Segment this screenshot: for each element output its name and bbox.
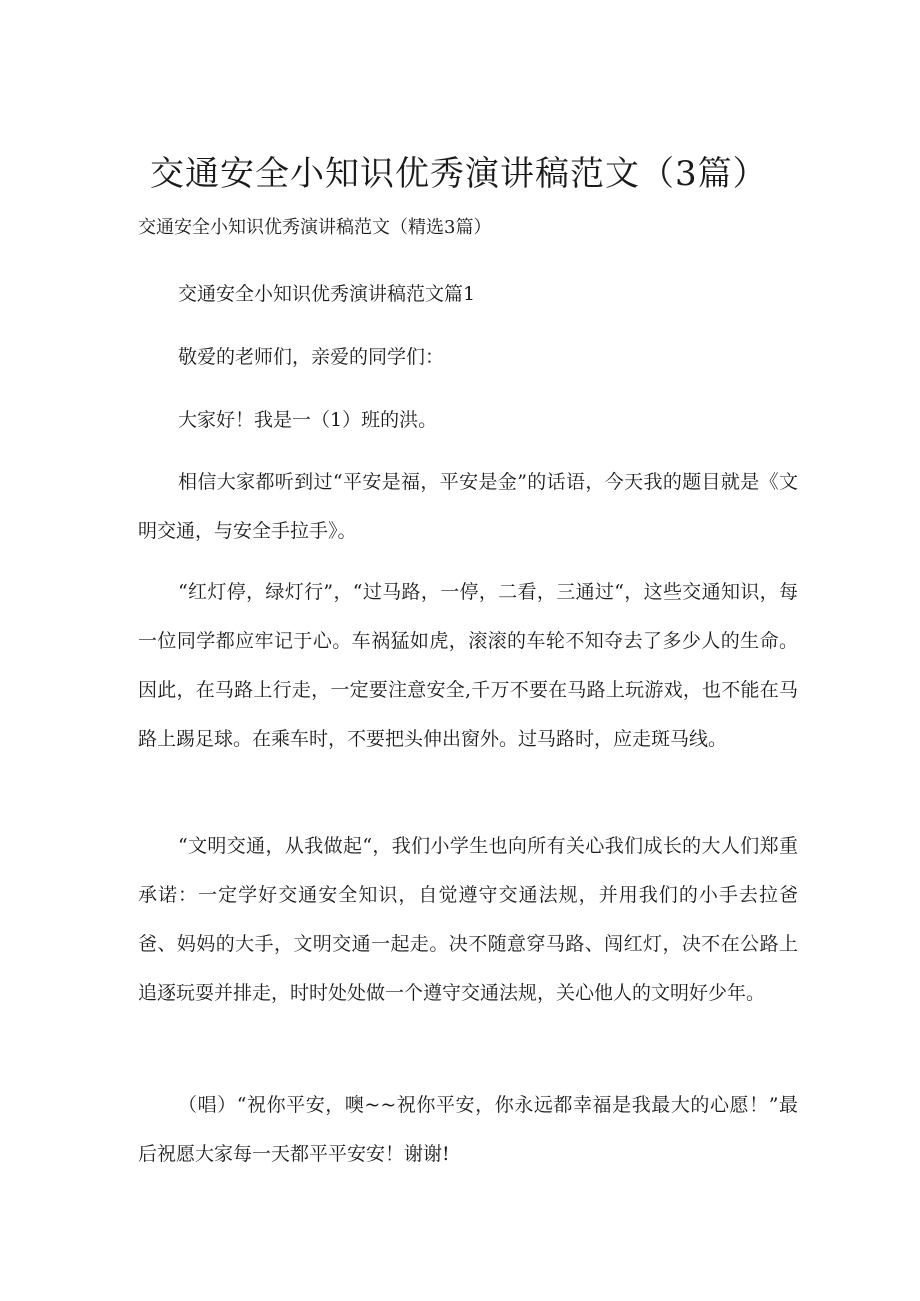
section-heading: 交通安全小知识优秀演讲稿范文篇1 xyxy=(178,283,476,305)
greeting-paragraph: 敬爱的老师们，亲爱的同学们： xyxy=(178,346,445,368)
document-subtitle: 交通安全小知识优秀演讲稿范文（精选3篇） xyxy=(138,217,492,238)
body-paragraph: （唱）“祝你平安，噢~~祝你平安，你永远都幸福是我最大的心愿！”最后祝愿大家每一天都平平安安！谢谢! xyxy=(138,1094,798,1165)
body-paragraph: “红灯停，绿灯行”，“过马路，一停，二看，三通过“，这些交通知识，每一位同学都应牢记于心。车祸猛如虎，滚滚的车轮不知夺去了多少人的生命。因此，在马路上行走，一定要注意安全,千万不要在马路上玩游戏，也不能在马路上踢足球。在乘车时，不要把头伸出窗外。过马路时，应走斑马线。 xyxy=(138,581,798,750)
body-paragraph: 相信大家都听到过“平安是福，平安是金”的话语，今天我的题目就是《文明交通，与安全手拉手》。 xyxy=(138,471,798,542)
document-title: 交通安全小知识优秀演讲稿范文（3篇） xyxy=(150,154,768,194)
intro-paragraph: 大家好！我是一（1）班的洪。 xyxy=(178,409,438,431)
body-paragraph: “文明交通，从我做起“，我们小学生也向所有关心我们成长的大人们郑重承诺：一定学好交通安全知识，自觉遵守交通法规，并用我们的小手去拉爸爸、妈妈的大手，文明交通一起走。决不随意穿马路、闯红灯，决不在公路上追逐玩耍并排走，时时处处做一个遵守交通法规，关心他人的文明好少年。 xyxy=(138,835,798,1004)
